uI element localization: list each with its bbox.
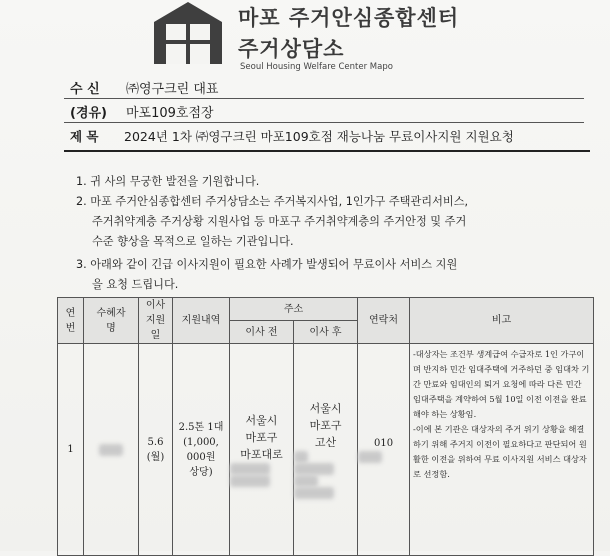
redacted-address — [294, 475, 318, 487]
header-address: 주소 — [230, 298, 358, 321]
redacted-address — [294, 451, 308, 463]
paragraph-2-line-3: 수준 향상을 목적으로 일하는 기관입니다. — [92, 235, 294, 248]
redacted-address — [294, 463, 334, 475]
redacted-address — [230, 475, 270, 487]
remarks-paragraph-1: -대상자는 조건부 생계급여 수급자로 1인 가구이며 반지하 민간 임대주택에 거주하던 중 임대차 기간 만료와 임대인의 퇴거 요청에 따라 다른 민간 임대주택을 계약하여 5월 10일 이전 이전을 완료해야 하는 상황임. — [413, 349, 590, 419]
subject-line — [70, 127, 514, 145]
subject-label: 제 목 — [70, 129, 99, 144]
cell-contact: 010 — [358, 344, 410, 556]
header-address-after: 이사 후 — [294, 321, 358, 344]
table-row — [58, 344, 594, 556]
header-support-detail: 지원내역 — [173, 298, 230, 344]
cell-address-before: 서울시 마포구 마포대로 — [230, 344, 294, 556]
divider — [64, 122, 584, 123]
header-address-before: 이사 전 — [230, 321, 294, 344]
org-english-name: Seoul Housing Welfare Center Mapo — [240, 62, 393, 72]
header-contact: 연락처 — [358, 298, 410, 344]
redacted-address — [294, 487, 334, 499]
org-name: 마포 주거안심종합센터 — [238, 6, 460, 30]
header-recipient: 수혜자 명 — [84, 298, 139, 344]
org-subtitle: 주거상담소 — [238, 37, 345, 61]
divider — [64, 98, 584, 99]
via-label: (경유) — [70, 106, 107, 121]
via-value: 마포109호점장 — [126, 106, 214, 121]
subject-value: 2024년 1차 ㈜영구크린 마포109호점 재능나눔 무료이사지원 지원요청 — [124, 129, 514, 144]
cell-address-after: 서울시 마포구 고산 — [294, 344, 358, 556]
redacted-address — [230, 463, 270, 475]
header-remarks: 비고 — [410, 298, 594, 344]
cell-no: 1 — [58, 344, 84, 556]
support-request-table — [57, 297, 594, 556]
via-line — [70, 102, 214, 121]
remarks-paragraph-2: -이에 본 기관은 대상자의 주거 위기 상황을 해결하기 위해 주거지 이전이 필요하다고 판단되어 원활한 이전을 위하여 무료 이사지원 서비스 대상자로 선정함. — [413, 424, 587, 479]
paragraph-3-line-1: 3. 아래와 같이 긴급 이사지원이 필요한 사례가 발생되어 무료이사 서비스 지원 — [76, 258, 458, 271]
redacted-phone — [358, 451, 382, 463]
recipient-label: 수 신 — [70, 82, 100, 97]
cell-move-date: 5.6 (월) — [139, 344, 173, 556]
paragraph-1: 1. 귀 사의 무궁한 발전을 기원합니다. — [76, 175, 260, 188]
cell-remarks — [410, 344, 594, 556]
recipient-line — [70, 78, 218, 97]
paragraph-3-line-2: 을 요청 드립니다. — [92, 278, 179, 291]
paragraph-2-line-2: 주거취약계층 주거상황 지원사업 등 마포구 주거취약계층의 주거안정 및 주거 — [92, 215, 467, 228]
subject-divider — [64, 150, 590, 152]
redacted-name — [99, 444, 123, 456]
paragraph-2-line-1: 2. 마포 주거안심종합센터 주거상담소는 주거복지사업, 1인가구 주택관리서비스, — [76, 195, 469, 208]
cell-support-detail: 2.5톤 1대 (1,000, 000원 상당) — [173, 344, 230, 556]
cell-recipient — [84, 344, 139, 556]
header-move-date: 이사 지원 일 — [139, 298, 173, 344]
recipient-value: ㈜영구크린 대표 — [126, 82, 219, 97]
header-no: 연 번 — [58, 298, 84, 344]
center-logo-icon — [152, 0, 224, 64]
